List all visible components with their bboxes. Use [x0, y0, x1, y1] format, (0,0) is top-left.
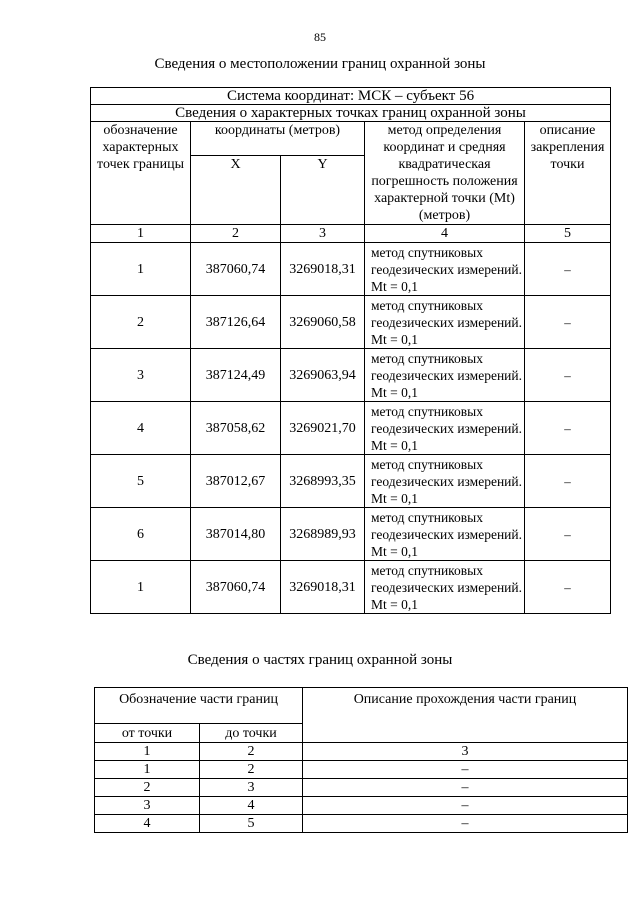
column-number: 3	[303, 743, 628, 761]
table-row	[95, 761, 628, 779]
method-cell: метод спутниковых геодезических измерений. Mt = 0,1	[365, 243, 525, 296]
table-row	[91, 561, 611, 614]
point-cell: 2	[91, 296, 191, 349]
description-cell: –	[525, 349, 611, 402]
description-cell: –	[525, 296, 611, 349]
description-cell: –	[525, 455, 611, 508]
from-point-cell: 1	[95, 761, 200, 779]
column-number: 3	[281, 225, 365, 243]
table-row	[91, 243, 611, 296]
to-point-cell: 3	[200, 779, 303, 797]
point-cell: 4	[91, 402, 191, 455]
method-cell: метод спутниковых геодезических измерений. Mt = 0,1	[365, 508, 525, 561]
header-to-point: до точки	[200, 724, 303, 743]
boundary-points-table	[90, 87, 611, 614]
y-cell: 3268989,93	[281, 508, 365, 561]
method-cell: метод спутниковых геодезических измерений. Mt = 0,1	[365, 455, 525, 508]
table-row	[91, 349, 611, 402]
column-number: 5	[525, 225, 611, 243]
point-cell: 6	[91, 508, 191, 561]
to-point-cell: 2	[200, 761, 303, 779]
point-cell: 1	[91, 561, 191, 614]
column-number: 2	[191, 225, 281, 243]
description-cell: –	[525, 561, 611, 614]
method-cell: метод спутниковых геодезических измерений. Mt = 0,1	[365, 402, 525, 455]
table-row	[95, 779, 628, 797]
point-cell: 5	[91, 455, 191, 508]
from-point-cell: 4	[95, 815, 200, 833]
point-cell: 1	[91, 243, 191, 296]
boundary-parts-table	[94, 687, 628, 833]
column-number: 1	[95, 743, 200, 761]
header-coordinates: координаты (метров)	[191, 122, 365, 156]
from-point-cell: 2	[95, 779, 200, 797]
section-title-boundary-location: Сведения о местоположении границ охранной зоны	[154, 56, 486, 72]
table-subtitle-cell: Сведения о характерных точках границ охранной зоны	[91, 105, 611, 122]
header-point-designation: обозначение характерных точек границы	[91, 122, 191, 225]
y-cell: 3269021,70	[281, 402, 365, 455]
description-cell: –	[525, 243, 611, 296]
header-x: X	[191, 155, 281, 224]
column-number: 4	[365, 225, 525, 243]
table-row	[95, 815, 628, 833]
to-point-cell: 5	[200, 815, 303, 833]
method-cell: метод спутниковых геодезических измерений. Mt = 0,1	[365, 349, 525, 402]
method-cell: метод спутниковых геодезических измерений. Mt = 0,1	[365, 561, 525, 614]
x-cell: 387124,49	[191, 349, 281, 402]
column-number: 1	[91, 225, 191, 243]
header-from-point: от точки	[95, 724, 200, 743]
header-y: Y	[281, 155, 365, 224]
x-cell: 387060,74	[191, 243, 281, 296]
x-cell: 387060,74	[191, 561, 281, 614]
table-row	[91, 455, 611, 508]
table-row	[95, 797, 628, 815]
point-cell: 3	[91, 349, 191, 402]
part-description-cell: –	[303, 815, 628, 833]
from-point-cell: 3	[95, 797, 200, 815]
x-cell: 387126,64	[191, 296, 281, 349]
description-cell: –	[525, 508, 611, 561]
part-description-cell: –	[303, 779, 628, 797]
page-number: 85	[314, 30, 326, 44]
section-title-boundary-parts: Сведения о частях границ охранной зоны	[187, 652, 453, 668]
coordinate-system-cell: Система координат: МСК – субъект 56	[91, 88, 611, 105]
y-cell: 3269060,58	[281, 296, 365, 349]
header-method: метод определения координат и средняя квадратическая погрешность положения характерной точки (Mt) (метров)	[365, 122, 525, 225]
x-cell: 387058,62	[191, 402, 281, 455]
column-number: 2	[200, 743, 303, 761]
table-row	[91, 508, 611, 561]
x-cell: 387014,80	[191, 508, 281, 561]
header-description: описание закрепления точки	[525, 122, 611, 225]
description-cell: –	[525, 402, 611, 455]
y-cell: 3269018,31	[281, 243, 365, 296]
header-part-description: Описание прохождения части границ	[303, 688, 628, 743]
y-cell: 3269018,31	[281, 561, 365, 614]
part-description-cell: –	[303, 797, 628, 815]
y-cell: 3268993,35	[281, 455, 365, 508]
part-description-cell: –	[303, 761, 628, 779]
method-cell: метод спутниковых геодезических измерений. Mt = 0,1	[365, 296, 525, 349]
table-row	[91, 402, 611, 455]
header-part-designation: Обозначение части границ	[95, 688, 303, 724]
table-row	[91, 296, 611, 349]
x-cell: 387012,67	[191, 455, 281, 508]
to-point-cell: 4	[200, 797, 303, 815]
y-cell: 3269063,94	[281, 349, 365, 402]
